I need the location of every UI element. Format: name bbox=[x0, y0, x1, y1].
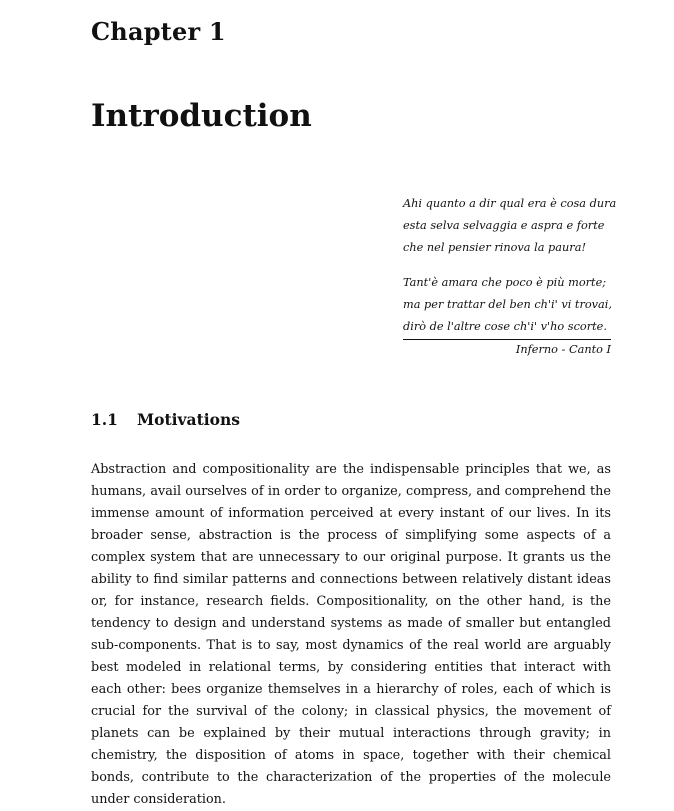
stanza-gap bbox=[403, 259, 611, 272]
epigraph bbox=[403, 193, 617, 338]
chapter-title: Introduction bbox=[91, 98, 312, 134]
epigraph-line: esta selva selvaggia e aspra e forte bbox=[403, 219, 605, 232]
epigraph-source: Inferno - Canto I bbox=[515, 343, 611, 356]
epigraph-line: dirò de l'altre cose ch'i' v'ho scorte. bbox=[403, 320, 607, 333]
page-footer-mark bbox=[334, 780, 352, 781]
section-title: Motivations bbox=[137, 410, 240, 429]
epigraph-line: ma per trattar del ben ch'i' vi trovai, bbox=[403, 298, 612, 311]
epigraph-line: che nel pensier rinova la paura! bbox=[403, 241, 586, 254]
chapter-label: Chapter 1 bbox=[91, 17, 226, 46]
epigraph-line: Tant'è amara che poco è più morte; bbox=[403, 276, 607, 289]
body-paragraph: Abstraction and compositionality are the indispensable principles that we, as humans, avail ourselves of in order to organize, compress, and comprehend the immense amount of information perceived at every instant of our lives. In its broader sense, abstraction is the process of simplifying some aspects of a complex system that are unnecessary to our original purpose. It grants us the ability to find similar patterns and connections between relatively distant ideas or, for instance, research fields. Compositionality, on the other hand, is the tendency to design and understand systems as made of smaller but entangled sub-components. That is to say, most dynamics of the real world are arguably best modeled in relational terms, by considering entities that interact with each other: bees organize themselves in a hierarchy of roles, each of which is crucial for the survival of the colony; in classical physics, the movement of planets can be explained by their mutual interactions through gravity; in chemistry, the disposition of atoms in space, together with their chemical bonds, contribute to the characterization of the properties of the molecule under consideration. bbox=[91, 462, 611, 807]
section-number: 1.1 bbox=[91, 410, 118, 429]
epigraph-line: Ahi quanto a dir qual era è cosa dura bbox=[403, 197, 617, 210]
section-heading bbox=[91, 408, 240, 432]
